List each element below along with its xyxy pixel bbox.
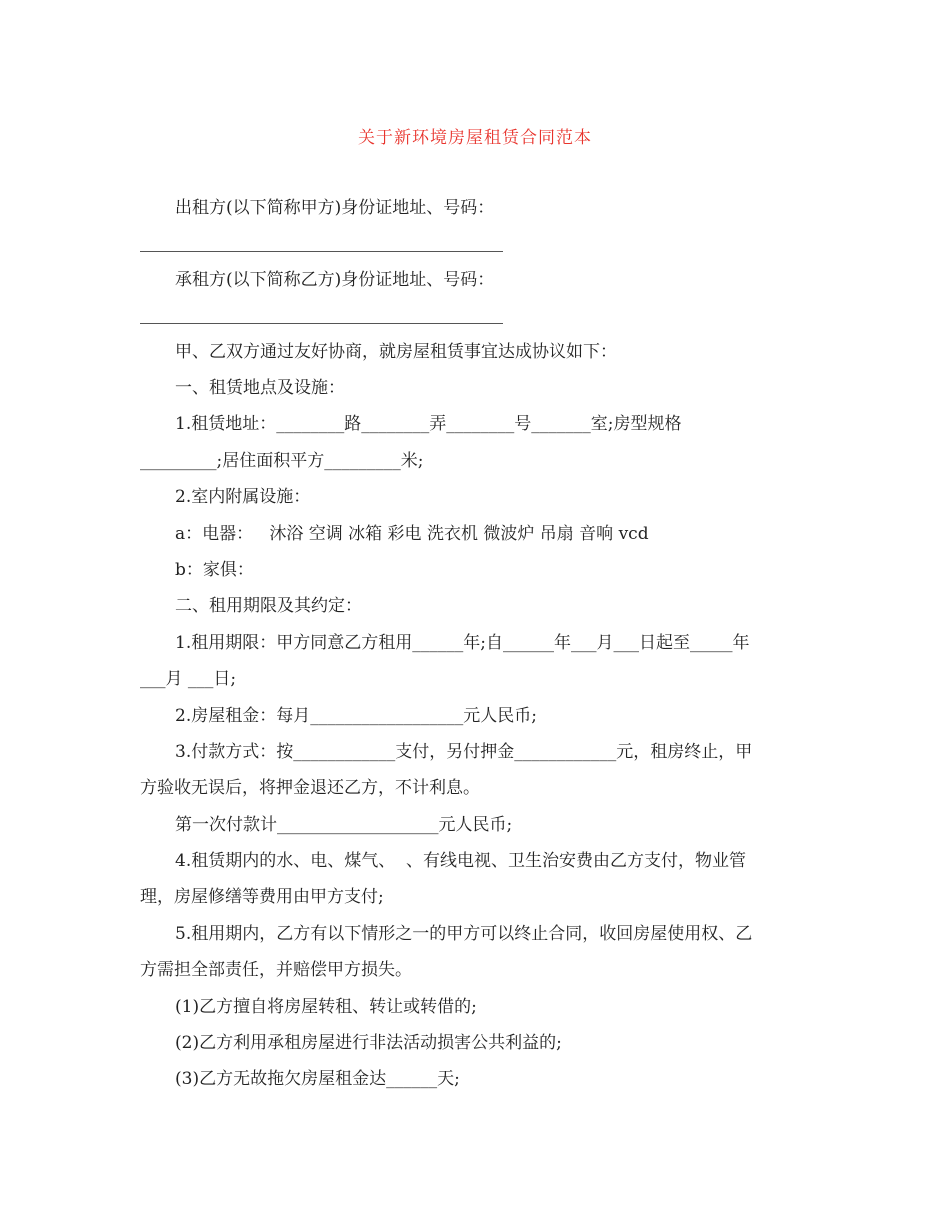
- agreement-intro: 甲、乙双方通过友好协商，就房屋租赁事宜达成协议如下：: [175, 342, 617, 362]
- payment-method-line: 3.付款方式：按____________支付，另付押金____________元，租房终止，甲: [175, 742, 753, 762]
- termination-clause-line: 5.租用期内，乙方有以下情形之一的甲方可以终止合同，收回房屋使用权、乙: [175, 924, 753, 944]
- termination-item-3: (3)乙方无故拖欠房屋租金达______天;: [175, 1069, 460, 1089]
- lessor-id-line: 出租方(以下简称甲方)身份证地址、号码：: [175, 198, 495, 218]
- lessee-id-line: 承租方(以下简称乙方)身份证地址、号码：: [175, 270, 495, 290]
- rental-address-line: 1.租赁地址：________路________弄________号_______室;房型规格: [175, 414, 682, 434]
- termination-clause-line-cont: 方需担全部责任，并赔偿甲方损失。: [140, 960, 412, 980]
- lease-term-line: 1.租用期限：甲方同意乙方租用______年;自______年___月___日起至_____年: [175, 633, 750, 653]
- lease-term-line-cont: ___月 ___日;: [140, 669, 237, 689]
- document-title: 关于新环境房屋租赁合同范本: [358, 128, 592, 148]
- termination-item-1: (1)乙方擅自将房屋转租、转让或转借的;: [175, 997, 477, 1017]
- monthly-rent-line: 2.房屋租金：每月__________________元人民币;: [175, 706, 537, 726]
- section-heading-location: 一、租赁地点及设施：: [175, 378, 345, 398]
- appliances-line: a：电器： 沐浴 空调 冰箱 彩电 洗衣机 微波炉 吊扇 音响 vcd: [175, 524, 649, 544]
- first-payment-line: 第一次付款计___________________元人民币;: [175, 815, 513, 835]
- lessee-fill-rule: [140, 323, 503, 324]
- utilities-line-cont: 理，房屋修缮等费用由甲方支付;: [140, 887, 384, 907]
- section-heading-term: 二、租用期限及其约定：: [175, 596, 362, 616]
- rental-address-line-cont: _________;居住面积平方_________米;: [140, 451, 424, 471]
- utilities-line: 4.租赁期内的水、电、煤气、 、有线电视、卫生治安费由乙方支付，物业管: [175, 851, 747, 871]
- furniture-line: b：家俱：: [175, 560, 254, 580]
- lessor-fill-rule: [140, 251, 503, 252]
- payment-method-line-cont: 方验收无误后，将押金退还乙方，不计利息。: [140, 778, 480, 798]
- termination-item-2: (2)乙方利用承租房屋进行非法活动损害公共利益的;: [175, 1033, 562, 1053]
- facilities-heading: 2.室内附属设施：: [175, 487, 311, 507]
